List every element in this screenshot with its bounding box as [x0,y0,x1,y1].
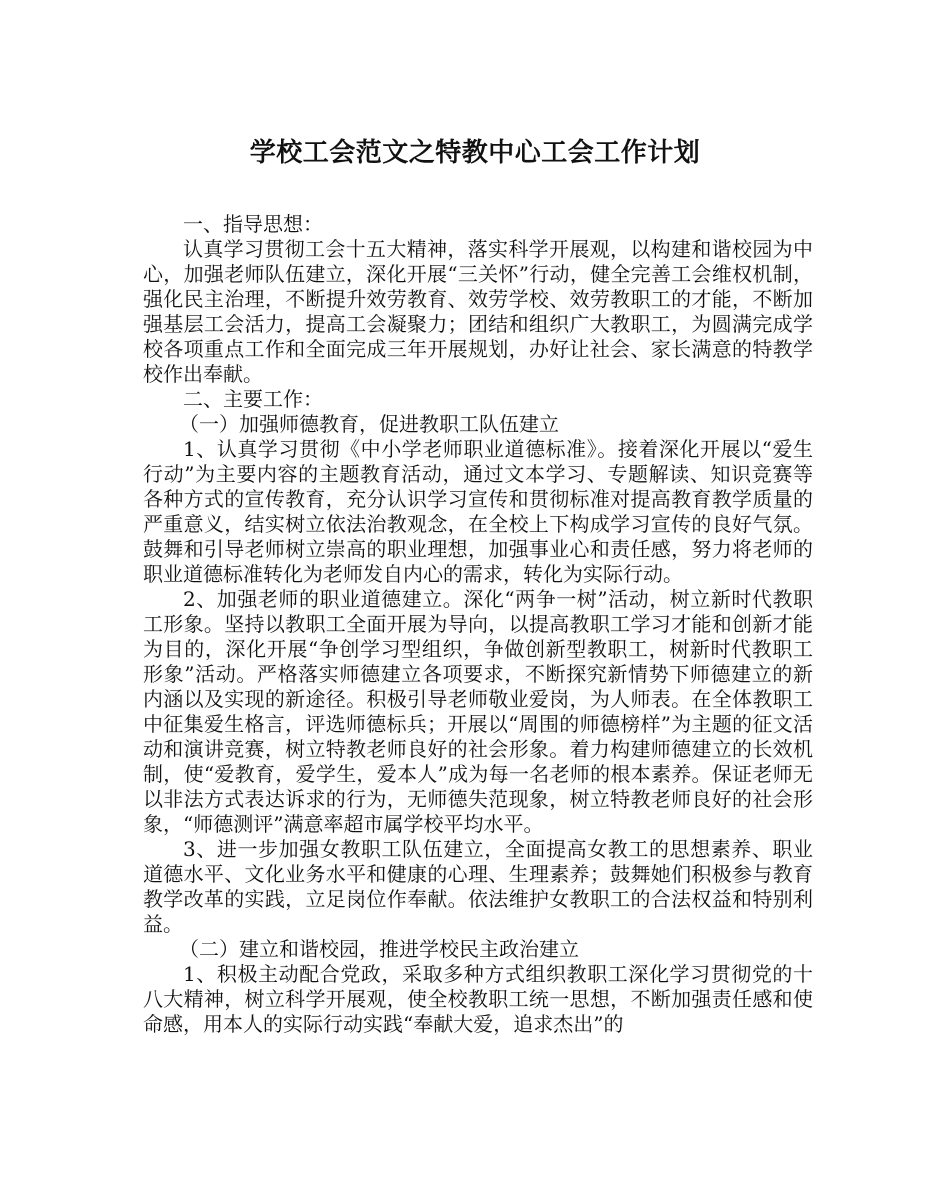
body-paragraph: 1、认真学习贯彻《中小学老师职业道德标准》。接着深化开展以“爱生行动”为主要内容的主题教育活动，通过文本学习、专题解读、知识竞赛等各种方式的宣传教育，充分认识学习宣传和贯彻标准对提高教育教学质量的严重意义，结实树立依法治教观念，在全校上下构成学习宣传的良好气氛。鼓舞和引导老师树立崇高的职业理想，加强事业心和责任感，努力将老师的职业道德标准转化为老师发自内心的需求，转化为实际行动。 [143,437,813,586]
subsection-heading: （一）加强师德教育，促进教职工队伍建立 [179,412,559,436]
document-title: 学校工会范文之特教中心工会工作计划 [249,138,701,168]
body-paragraph: 3、进一步加强女教职工队伍建立，全面提高女教工的思想素养、职业道德水平、文化业务水平和健康的心理、生理素养；鼓舞她们积极参与教育教学改革的实践，立足岗位作奉献。依法维护女教职工的合法权益和特别利益。 [143,837,813,936]
subsection-heading: （二）建立和谐校园，推进学校民主政治建立 [179,937,579,961]
section-heading-guiding-ideology: 一、指导思想： [183,212,323,236]
body-paragraph: 2、加强老师的职业道德建立。深化“两争一树”活动，树立新时代教职工形象。坚持以教职工全面开展为导向，以提高教职工学习才能和创新才能为目的，深化开展“争创学习型组织，争做创新型教职工，树新时代教职工形象”活动。严格落实师德建立各项要求，不断探究新情势下师德建立的新内涵以及实现的新途径。积极引导老师敬业爱岗，为人师表。在全体教职工中征集爱生格言，评选师德标兵；开展以“周围的师德榜样”为主题的征文活动和演讲竞赛，树立特教老师良好的社会形象。着力构建师德建立的长效机制，使“爱教育，爱学生，爱本人”成为每一名老师的根本素养。保证老师无以非法方式表达诉求的行为，无师德失范现象，树立特教老师良好的社会形象，“师德测评”满意率超市属学校平均水平。 [143,587,813,836]
body-paragraph: 认真学习贯彻工会十五大精神，落实科学开展观，以构建和谐校园为中心，加强老师队伍建立，深化开展“三关怀”行动，健全完善工会维权机制，强化民主治理，不断提升效劳教育、效劳学校、效劳教职工的才能，不断加强基层工会活力，提高工会凝聚力；团结和组织广大教职工，为圆满完成学校各项重点工作和全面完成三年开展规划，办好让社会、家长满意的特教学校作出奉献。 [143,237,813,386]
document-body [143,212,813,1037]
section-heading-main-work: 二、主要工作： [183,387,323,411]
body-paragraph: 1、积极主动配合党政，采取多种方式组织教职工深化学习贯彻党的十八大精神，树立科学开展观，使全校教职工统一思想，不断加强责任感和使命感，用本人的实际行动实践“奉献大爱，追求杰出”的 [143,962,813,1036]
